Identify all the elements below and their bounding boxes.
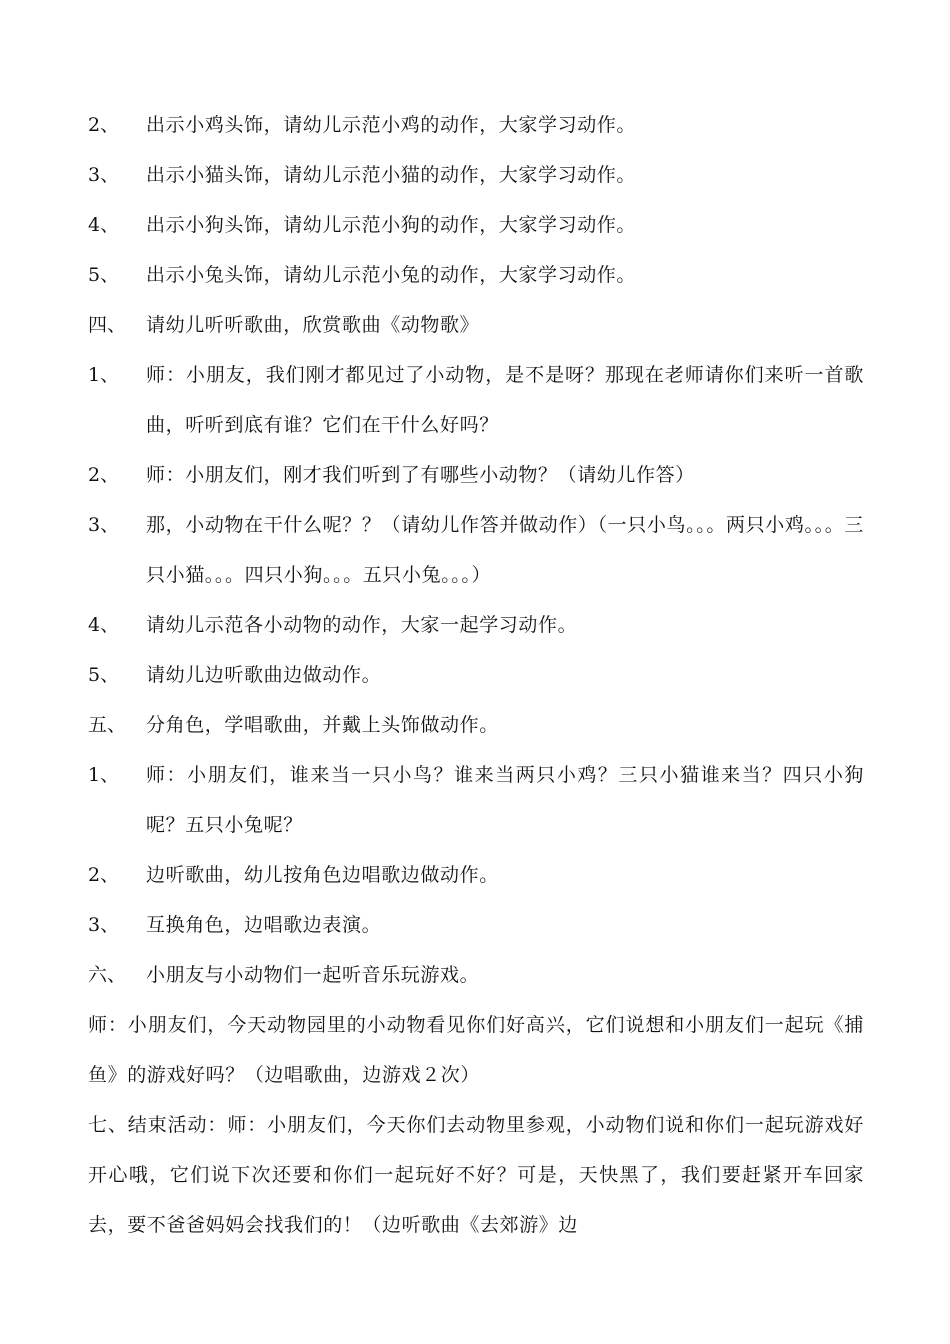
list-item (88, 100, 864, 150)
document-page (88, 100, 864, 1250)
list-item (88, 900, 864, 950)
item-text: 互换角色，边唱歌边表演。 (146, 914, 382, 936)
item-text: 师：小朋友们，刚才我们听到了有哪些小动物？（请幼儿作答） (146, 464, 695, 486)
section-heading (88, 950, 864, 1000)
item-text: 那，小动物在干什么呢？？（请幼儿作答并做动作）（一只小鸟。。。两只小鸡。。。三只小猫。。。四只小狗。。。五只小兔。。。） (146, 514, 864, 586)
item-number: 5、 (88, 664, 120, 686)
item-number: 2、 (88, 864, 120, 886)
list-item (88, 350, 864, 450)
section-number: 四、 (88, 314, 127, 336)
item-text: 出示小鸡头饰，请幼儿示范小鸡的动作，大家学习动作。 (146, 114, 637, 136)
item-text: 出示小兔头饰，请幼儿示范小兔的动作，大家学习动作。 (146, 264, 637, 286)
list-item (88, 500, 864, 600)
list-item (88, 600, 864, 650)
item-number: 1、 (88, 364, 120, 386)
item-number: 4、 (88, 214, 120, 236)
item-text: 请幼儿边听歌曲边做动作。 (146, 664, 382, 686)
body-paragraph: 师：小朋友们，今天动物园里的小动物看见你们好高兴，它们说想和小朋友们一起玩《捕鱼》的游戏好吗？（边唱歌曲，边游戏２次） (88, 1014, 864, 1086)
item-number: 2、 (88, 114, 120, 136)
list-item (88, 450, 864, 500)
item-number: 2、 (88, 464, 120, 486)
list-item (88, 650, 864, 700)
item-text: 边听歌曲，幼儿按角色边唱歌边做动作。 (146, 864, 499, 886)
item-text: 请幼儿示范各小动物的动作，大家一起学习动作。 (146, 614, 578, 636)
item-number: 3、 (88, 514, 120, 536)
section-title: 请幼儿听听歌曲，欣赏歌曲《动物歌》 (146, 314, 480, 336)
section-number: 五、 (88, 714, 127, 736)
section-number: 六、 (88, 964, 127, 986)
item-number: 3、 (88, 914, 120, 936)
list-item (88, 200, 864, 250)
closing-paragraph: 七、结束活动：师：小朋友们，今天你们去动物里参观，小动物们说和你们一起玩游戏好开心哦，它们说下次还要和你们一起玩好不好？可是，天快黑了，我们要赶紧开车回家去，要不爸爸妈妈会找我们的！（边听歌曲《去郊游》边 (88, 1114, 864, 1236)
section-heading (88, 700, 864, 750)
list-item (88, 150, 864, 200)
item-text: 师：小朋友们，谁来当一只小鸟？谁来当两只小鸡？三只小猫谁来当？四只小狗呢？五只小兔呢？ (146, 764, 864, 836)
item-number: 5、 (88, 264, 120, 286)
item-number: 4、 (88, 614, 120, 636)
list-item (88, 250, 864, 300)
section-heading (88, 300, 864, 350)
section-title: 小朋友与小动物们一起听音乐玩游戏。 (146, 964, 480, 986)
section-title: 分角色，学唱歌曲，并戴上头饰做动作。 (146, 714, 499, 736)
item-text: 出示小狗头饰，请幼儿示范小狗的动作，大家学习动作。 (146, 214, 637, 236)
list-item (88, 750, 864, 850)
item-text: 出示小猫头饰，请幼儿示范小猫的动作，大家学习动作。 (146, 164, 637, 186)
item-number: 3、 (88, 164, 120, 186)
item-number: 1、 (88, 764, 120, 786)
list-item (88, 850, 864, 900)
item-text: 师：小朋友，我们刚才都见过了小动物，是不是呀？那现在老师请你们来听一首歌曲，听听到底有谁？它们在干什么好吗？ (146, 364, 864, 436)
